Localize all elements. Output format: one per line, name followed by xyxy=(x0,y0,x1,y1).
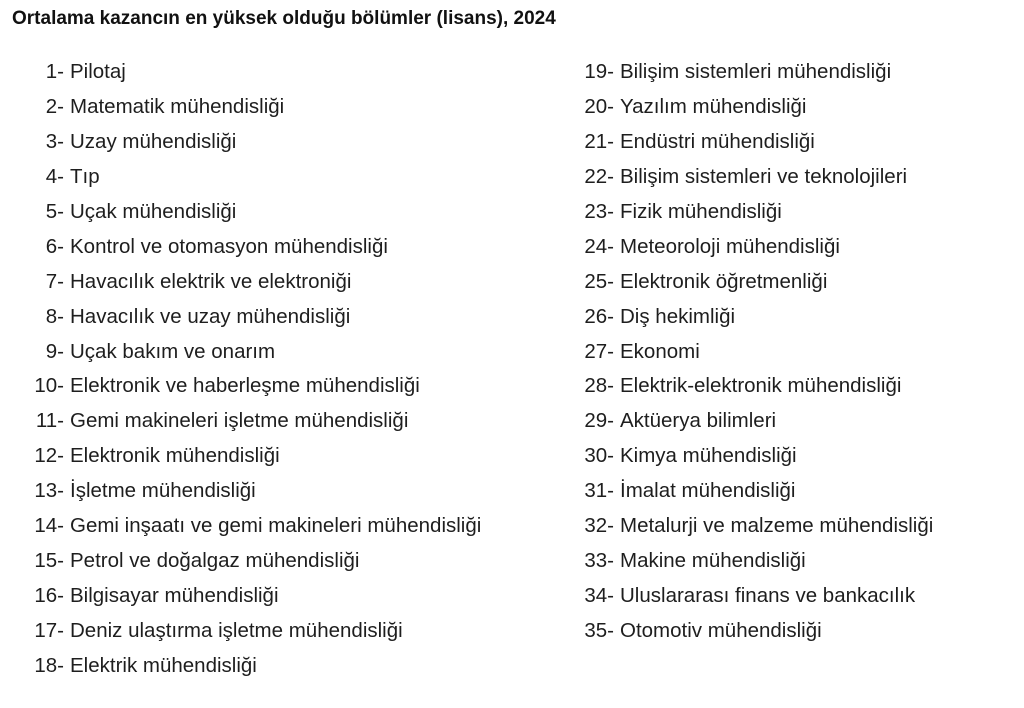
department-name: Uçak mühendisliği xyxy=(70,200,237,223)
ranking-list-left xyxy=(0,55,560,683)
rank-number: 18- xyxy=(34,653,64,677)
rank-number: 25- xyxy=(584,269,614,293)
department-name: Uluslararası finans ve bankacılık xyxy=(620,583,916,607)
list-item xyxy=(560,90,1024,125)
rank-number: 6- xyxy=(45,234,64,258)
list-item xyxy=(0,439,560,474)
rank-number: 33- xyxy=(584,548,614,572)
list-item xyxy=(560,160,1024,195)
list-item xyxy=(560,543,1024,578)
rank-number: 16- xyxy=(34,583,64,607)
department-name: Pilotaj xyxy=(70,60,126,84)
department-name: Elektrik mühendisliği xyxy=(70,653,257,677)
department-name: Diş hekimliği xyxy=(620,304,736,328)
list-item xyxy=(0,229,560,264)
rank-number: 29- xyxy=(584,409,614,433)
rank-number: 17- xyxy=(34,618,64,642)
list-item xyxy=(560,474,1024,509)
list-item xyxy=(560,229,1024,264)
department-name: İmalat mühendisliği xyxy=(620,479,796,503)
department-name: Meteoroloji mühendisliği xyxy=(620,234,840,258)
department-name: Fizik mühendisliği xyxy=(620,200,782,223)
rank-number: 21- xyxy=(584,130,614,154)
list-item xyxy=(560,404,1024,439)
department-name: Endüstri mühendisliği xyxy=(620,130,815,154)
department-name: Elektronik mühendisliği xyxy=(70,444,280,468)
rank-number: 10- xyxy=(34,374,64,398)
rank-number: 5- xyxy=(45,200,64,223)
department-name: Matematik mühendisliği xyxy=(70,95,285,119)
list-item xyxy=(0,160,560,195)
department-name: Ekonomi xyxy=(620,339,700,363)
list-item xyxy=(0,369,560,404)
department-name: Bilişim sistemleri mühendisliği xyxy=(620,60,892,84)
rank-number: 20- xyxy=(584,95,614,119)
department-name: Uzay mühendisliği xyxy=(70,130,237,154)
department-name: Bilişim sistemleri ve teknolojileri xyxy=(620,165,908,189)
rank-number: 12- xyxy=(34,444,64,468)
list-item xyxy=(0,648,560,683)
rank-number: 31- xyxy=(584,479,614,503)
department-name: Makine mühendisliği xyxy=(620,548,806,572)
department-name: Tıp xyxy=(70,165,100,189)
list-item xyxy=(0,90,560,125)
department-name: Gemi inşaatı ve gemi makineleri mühendisliği xyxy=(70,514,482,538)
list-item xyxy=(560,334,1024,369)
department-name: Havacılık elektrik ve elektroniği xyxy=(70,269,352,293)
list-item xyxy=(0,264,560,299)
rank-number: 30- xyxy=(584,444,614,468)
rank-number: 15- xyxy=(34,548,64,572)
rank-number: 19- xyxy=(584,60,614,84)
department-name: Yazılım mühendisliği xyxy=(620,95,807,119)
rank-number: 1- xyxy=(45,60,64,84)
rank-number: 24- xyxy=(584,234,614,258)
rank-number: 11- xyxy=(35,409,64,433)
rank-number: 9- xyxy=(45,339,64,363)
rank-number: 35- xyxy=(584,618,614,642)
list-item xyxy=(0,125,560,160)
rank-number: 2- xyxy=(45,95,64,119)
list-item xyxy=(560,369,1024,404)
list-item xyxy=(0,55,560,90)
department-name: Elektronik ve haberleşme mühendisliği xyxy=(70,374,420,398)
department-name: Aktüerya bilimleri xyxy=(620,409,777,433)
department-name: Uçak bakım ve onarım xyxy=(70,339,276,363)
list-item xyxy=(0,334,560,369)
list-item xyxy=(0,543,560,578)
department-name: Elektronik öğretmenliği xyxy=(620,269,828,293)
list-item xyxy=(560,509,1024,544)
department-name: Deniz ulaştırma işletme mühendisliği xyxy=(70,618,403,642)
list-item xyxy=(560,578,1024,613)
rank-number: 26- xyxy=(584,304,614,328)
list-item xyxy=(0,474,560,509)
list-item xyxy=(0,578,560,613)
rank-number: 14- xyxy=(34,514,64,538)
page-title: Ortalama kazancın en yüksek olduğu bölümler (lisans), 2024 xyxy=(12,8,556,29)
list-item xyxy=(560,299,1024,334)
rank-number: 27- xyxy=(584,339,614,363)
list-item xyxy=(560,195,1024,230)
department-name: Havacılık ve uzay mühendisliği xyxy=(70,304,351,328)
department-name: Metalurji ve malzeme mühendisliği xyxy=(620,514,934,538)
rank-number: 8- xyxy=(45,304,64,328)
list-item xyxy=(0,404,560,439)
list-item xyxy=(560,613,1024,648)
list-item xyxy=(0,509,560,544)
list-item xyxy=(0,195,560,230)
rank-number: 4- xyxy=(45,165,64,189)
department-name: Elektrik-elektronik mühendisliği xyxy=(620,374,902,398)
list-item xyxy=(0,299,560,334)
list-item xyxy=(0,613,560,648)
rank-number: 13- xyxy=(34,479,64,503)
department-name: Petrol ve doğalgaz mühendisliği xyxy=(70,548,360,572)
department-name: Kontrol ve otomasyon mühendisliği xyxy=(70,234,388,258)
ranking-list-right xyxy=(560,55,1024,648)
list-item xyxy=(560,55,1024,90)
rank-number: 34- xyxy=(584,583,614,607)
rank-number: 32- xyxy=(584,514,614,538)
rank-number: 3- xyxy=(45,130,64,154)
department-name: Gemi makineleri işletme mühendisliği xyxy=(70,409,409,433)
list-item xyxy=(560,125,1024,160)
rank-number: 22- xyxy=(584,165,614,189)
rank-number: 23- xyxy=(584,200,614,223)
list-item xyxy=(560,264,1024,299)
rank-number: 28- xyxy=(584,374,614,398)
department-name: Otomotiv mühendisliği xyxy=(620,618,822,642)
rank-number: 7- xyxy=(45,269,64,293)
department-name: Bilgisayar mühendisliği xyxy=(70,583,279,607)
department-name: İşletme mühendisliği xyxy=(70,479,256,503)
department-name: Kimya mühendisliği xyxy=(620,444,797,468)
list-item xyxy=(560,439,1024,474)
